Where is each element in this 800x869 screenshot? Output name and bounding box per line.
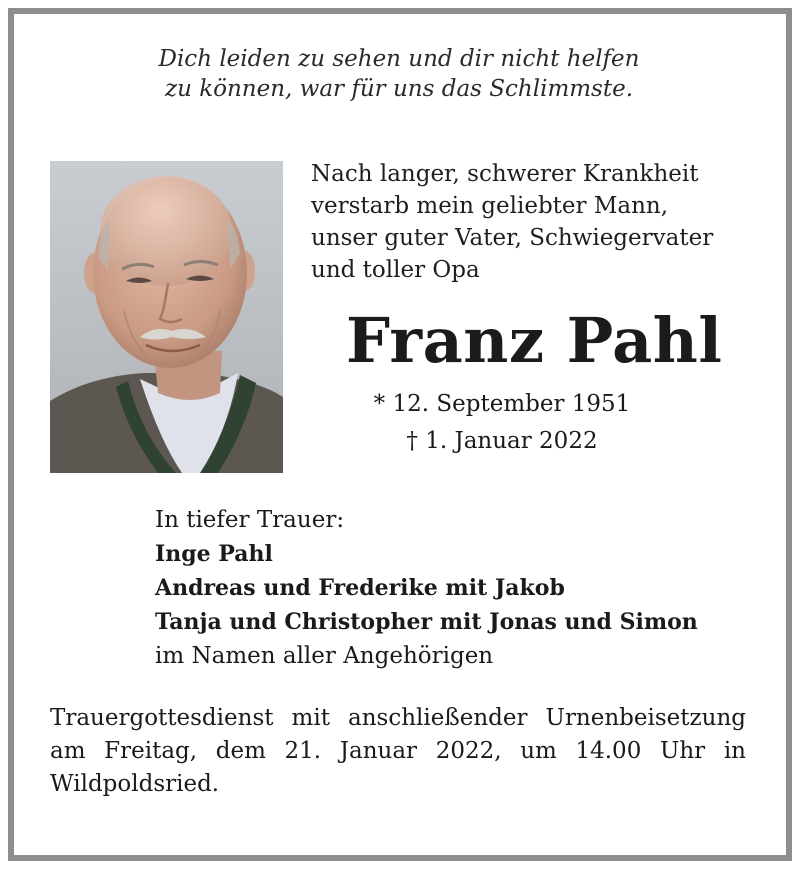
deceased-name: Franz Pahl (346, 304, 723, 377)
death-date: † 1. Januar 2022 (406, 428, 598, 454)
announcement-text (311, 158, 771, 286)
life-dates (0, 386, 800, 460)
mourner-name: Tanja und Christopher mit Jonas und Simon (155, 609, 698, 635)
mourners-closing: im Namen aller Angehörigen (155, 643, 494, 669)
motto-line: Dich leiden zu sehen und dir nicht helfen (158, 46, 640, 72)
mourners-list (155, 503, 775, 673)
announcement-line: und toller Opa (311, 257, 480, 283)
birth-date: * 12. September 1951 (373, 391, 631, 417)
funeral-service-info: Trauergottesdienst mit anschließender Urnenbeisetzung am Freitag, dem 21. Januar 2022, um 14.00 Uhr in Wildpoldsried. (50, 705, 746, 797)
mourners-heading: In tiefer Trauer: (155, 507, 345, 533)
announcement-line: unser guter Vater, Schwiegervater (311, 225, 714, 251)
mourner-name: Inge Pahl (155, 541, 273, 567)
announcement-line: Nach langer, schwerer Krankheit (311, 161, 699, 187)
mourner-name: Andreas und Frederike mit Jakob (155, 575, 565, 601)
motto-line: zu können, war für uns das Schlimmste. (164, 76, 634, 102)
announcement-line: verstarb mein geliebter Mann, (311, 193, 669, 219)
motto-verse (0, 44, 800, 104)
